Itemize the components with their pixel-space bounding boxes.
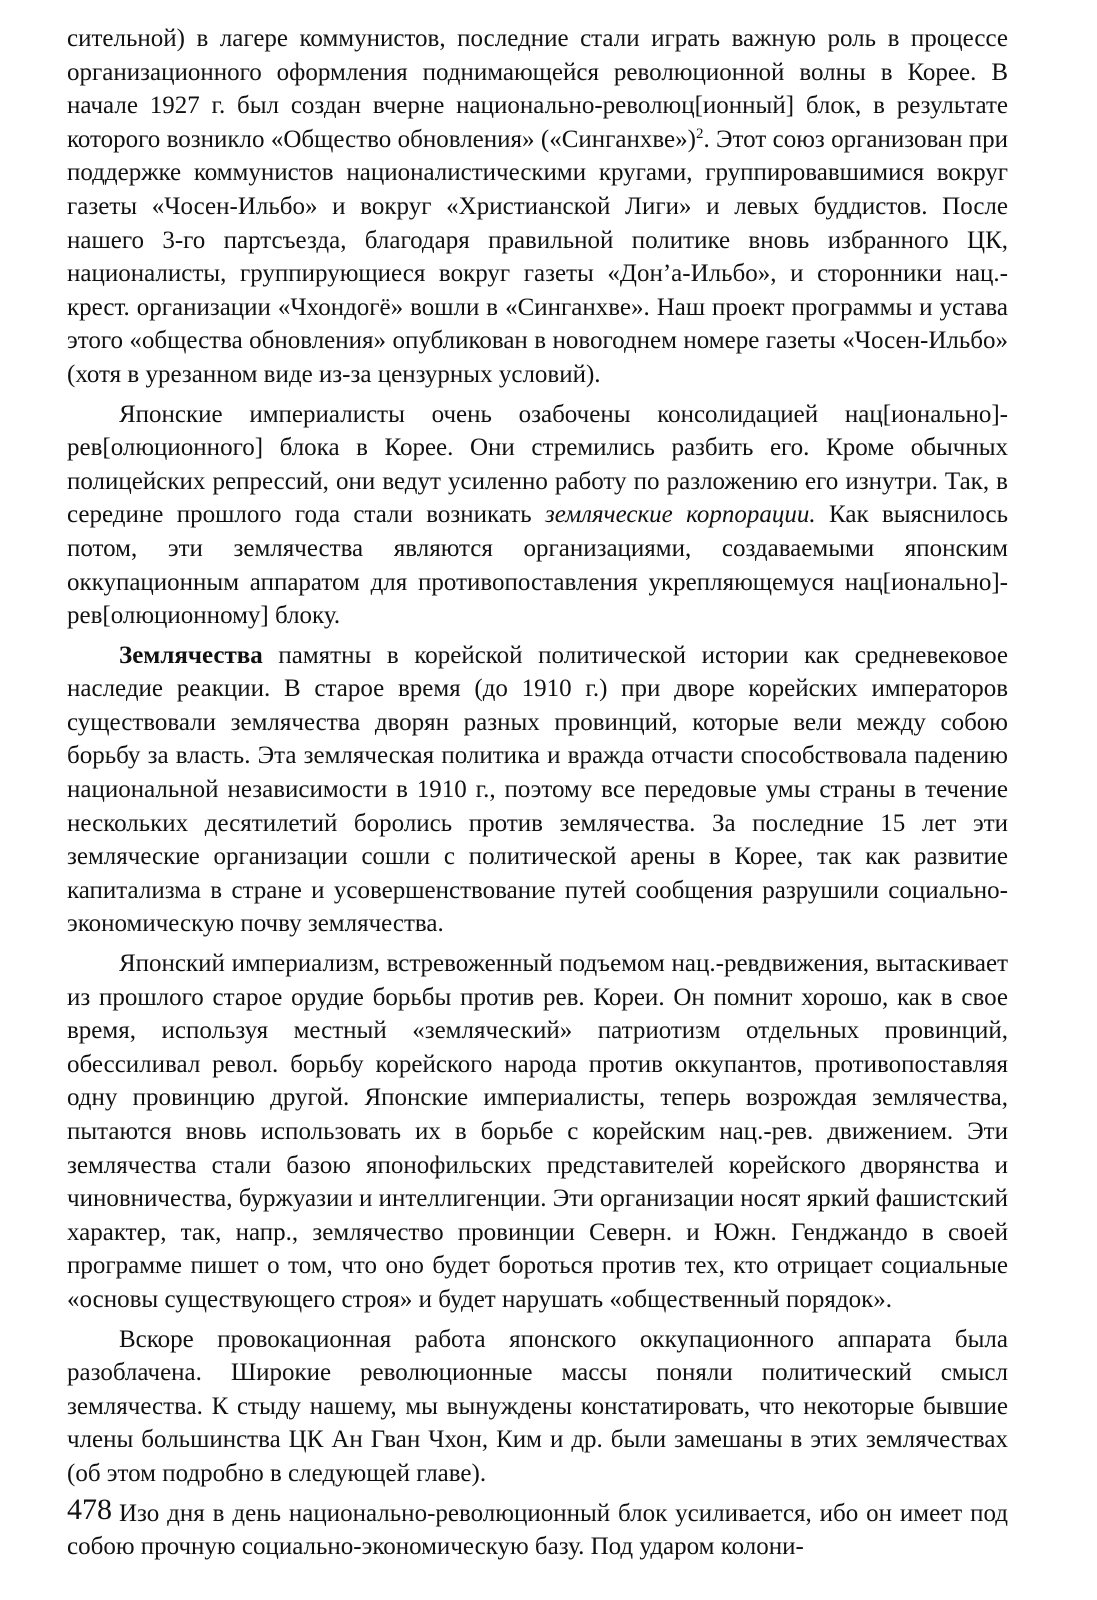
page-number: 478 bbox=[67, 1493, 112, 1526]
paragraph-4 bbox=[67, 947, 1008, 1317]
paragraph-2-emphasis: земляческие корпорации. bbox=[544, 501, 816, 529]
paragraph-4-text: Японский империализм, встревоженный подъемом нац.-ревдвижения, вытаскивает из прошлого старое орудие борьбы против рев. Кореи. Он помнит хорошо, как в свое время, используя местный «земляческий» патриотизм отдельных провинций, обессиливал револ. борьбу корейского народа против оккупантов, противопоставляя одну провинцию другой. Японские империалисты, теперь возрождая землячества, пытаются вновь использовать их в борьбе с корейским нац.-рев. движением. Эти землячества стали базою японофильских представителей корейского дворянства и чиновничества, буржуазии и интеллигенции. Эти организации носят яркий фашистский характер, так, напр., землячество провинции Северн. и Южн. Генджандо в своей программе пишет о том, что оно будет бороться против тех, кто отрицает социальные «основы существующего строя» и будет нарушать «общественный порядок». bbox=[67, 950, 1008, 1313]
paragraph-1 bbox=[67, 22, 1008, 392]
paragraph-3 bbox=[67, 639, 1008, 941]
paragraph-2-text-b: Как выяснилось потом, эти землячества являются организациями, создаваемыми японским оккупационным аппаратом для противопоставления укрепляющемуся нац[ионально]-рев[олюционному] блоку. bbox=[67, 501, 1009, 630]
paragraph-3-bold-term: Землячества bbox=[119, 641, 263, 669]
paragraph-6 bbox=[67, 1497, 1008, 1564]
paragraph-1-text-a: сительной) в лагере коммунистов, последние стали играть важную роль в процессе организационного оформления поднимающейся революционной волны в Корее. В начале 1927 г. был создан вчерне национально-революц[ионный] блок, в результате которого возникло «Общество обновления» («Синганхве») bbox=[67, 25, 1008, 153]
paragraph-5-text: Вскоре провокационная работа японского оккупационного аппарата была разоблачена. Широкие революционные массы поняли политический смысл землячества. К стыду нашему, мы вынуждены констатировать, что некоторые бывшие члены большинства ЦК Ан Гван Чхон, Ким и др. были замешаны в этих землячествах (об этом подробно в следующей главе). bbox=[67, 1325, 1008, 1487]
document-page bbox=[67, 22, 1008, 1564]
paragraph-2 bbox=[67, 398, 1008, 633]
paragraph-5 bbox=[67, 1323, 1008, 1491]
paragraph-1-text-b: . Этот союз организован при поддержке коммунистов националистическими кругами, группировавшимися вокруг газеты «Чосен-Ильбо» и вокруг «Христианской Лиги» и левых буддистов. После нашего 3-го партсъезда, благодаря правильной политике вновь избранного ЦК, националисты, группирующиеся вокруг газеты «Дон’а-Ильбо», и сторонники нац.-крест. организации «Чхондогё» вошли в «Синганхве». Наш проект программы и устава этого «общества обновления» опубликован в новогоднем номере газеты «Чосен-Ильбо» (хотя в урезанном виде из-за цензурных условий). bbox=[67, 125, 1009, 388]
paragraph-6-text: Изо дня в день национально-революционный блок усиливается, ибо он имеет под собою прочную социально-экономическую базу. Под ударом колони- bbox=[67, 1499, 1008, 1561]
paragraph-3-text: памятны в корейской политической истории как средневековое наследие реакции. В старое время (до 1910 г.) при дворе корейских императоров существовали землячества дворян разных провинций, которые вели между собою борьбу за власть. Эта земляческая политика и вражда отчасти способствовала падению национальной независимости в 1910 г., поэтому все передовые умы страны в течение нескольких десятилетий боролись против землячества. За последние 15 лет эти земляческие организации сошли с политической арены в Корее, так как развитие капитализма в стране и усовершенствование путей сообщения разрушили социально-экономическую почву землячества. bbox=[67, 641, 1008, 938]
footnote-marker[interactable]: 2 bbox=[695, 125, 704, 142]
paragraph-2-text-a: Японские империалисты очень озабочены консолидацией нац[ионально]-рев[олюционного] блока в Корее. Они стремились разбить его. Кроме обычных полицейских репрессий, они ведут усиленно работу по разложению его изнутри. Так, в середине прошлого года стали возникать bbox=[67, 400, 1008, 529]
